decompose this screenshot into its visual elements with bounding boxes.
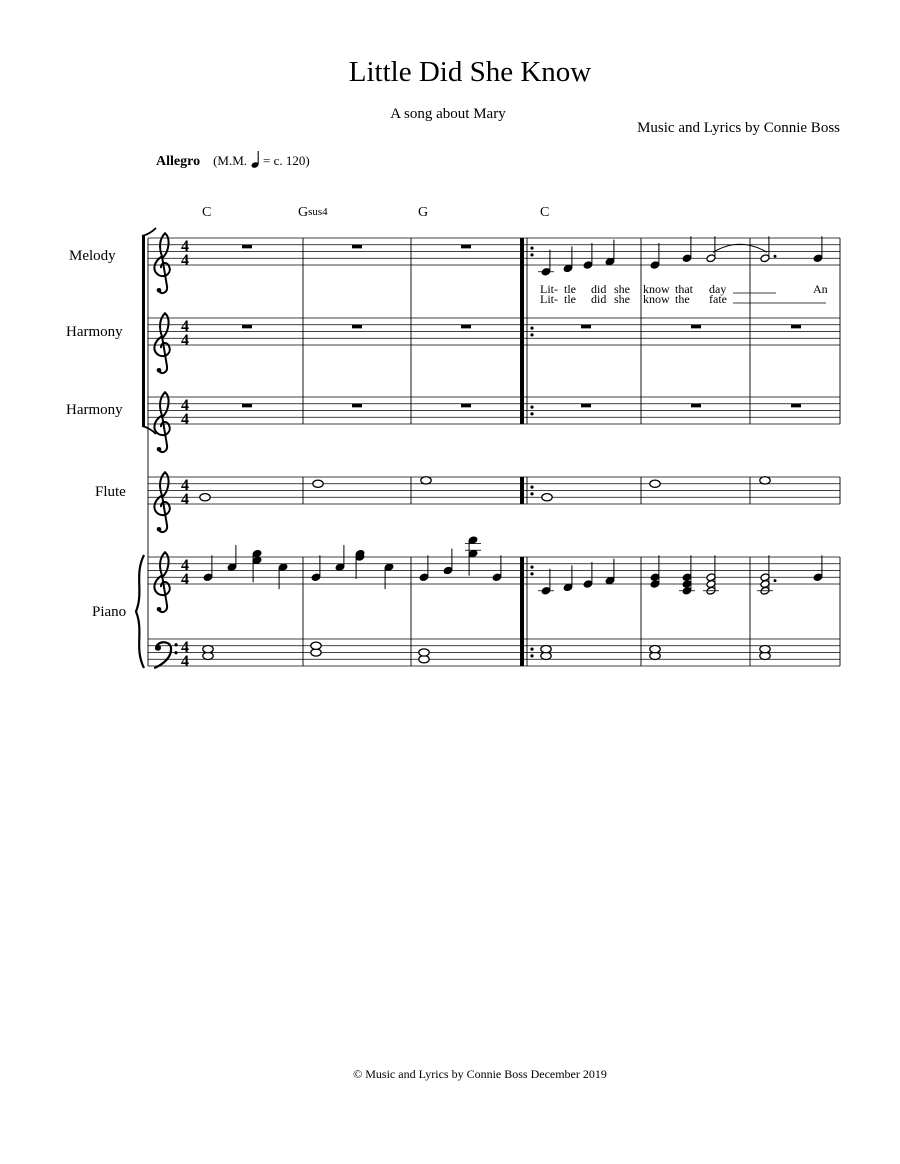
augmentation-dot	[774, 255, 777, 258]
flute-note	[542, 494, 552, 501]
time-signature-numerator: 4	[181, 477, 189, 494]
repeat-dot	[530, 492, 533, 495]
part-label-flute: Flute	[95, 484, 126, 500]
repeat-dot	[530, 333, 533, 336]
lyric-syllable: she	[614, 282, 630, 296]
composer-credit: Music and Lyrics by Connie Boss	[637, 120, 840, 136]
lyric-syllable: know	[643, 282, 670, 296]
copyright-notice: © Music and Lyrics by Connie Boss December 2019	[353, 1067, 607, 1081]
treble-clef-icon	[154, 472, 169, 532]
score-title: Little Did She Know	[348, 56, 592, 88]
score-subtitle: A song about Mary	[390, 106, 506, 122]
repeat-dot	[530, 648, 533, 651]
piano-lh-note	[541, 646, 551, 653]
part-label-melody: Melody	[69, 248, 116, 264]
flute-note	[313, 480, 323, 487]
repeat-dot	[530, 406, 533, 409]
treble-clef-icon	[154, 233, 169, 293]
repeat-dot	[530, 486, 533, 489]
piano-lh-note	[419, 649, 429, 656]
piano-brace	[136, 555, 144, 668]
whole-rest	[242, 325, 252, 329]
chord-root: G	[298, 205, 309, 220]
time-signature-numerator: 4	[181, 238, 189, 255]
time-signature-denominator: 4	[181, 332, 189, 349]
lyric-syllable: know	[643, 292, 670, 306]
metronome-value: = c. 120)	[263, 153, 310, 168]
piano-lh-note	[650, 646, 660, 653]
time-signature-numerator: 4	[181, 639, 189, 656]
lyric-syllable: the	[675, 292, 690, 306]
lyric-syllable: Lit-	[540, 292, 558, 306]
repeat-dot	[530, 566, 533, 569]
bracket-hook	[142, 228, 156, 236]
staff-melody	[148, 233, 840, 293]
time-signature-denominator: 4	[181, 653, 189, 670]
flute-note	[200, 494, 210, 501]
treble-clef-icon	[154, 313, 169, 373]
whole-rest	[461, 325, 471, 329]
time-signature-numerator: 4	[181, 397, 189, 414]
lyric-syllable: tle	[564, 282, 576, 296]
part-label-harmony-2: Harmony	[66, 402, 123, 418]
chord-suffix: sus4	[308, 206, 328, 218]
repeat-dot	[530, 247, 533, 250]
lyric-syllable: tle	[564, 292, 576, 306]
score-engraving	[136, 228, 840, 670]
chord-symbol	[298, 205, 328, 220]
whole-rest	[461, 245, 471, 249]
lyrics-verse-2	[540, 292, 826, 306]
tempo-word: Allegro	[156, 154, 201, 169]
staff-flute	[148, 472, 840, 532]
piano-lh-note	[311, 642, 321, 649]
lyric-syllable: did	[591, 282, 607, 296]
repeat-dot	[530, 572, 533, 575]
whole-rest	[242, 404, 252, 408]
chord-symbol: C	[202, 205, 212, 220]
piano-lh-note	[203, 646, 213, 653]
repeat-thick-bar	[520, 477, 524, 504]
lyric-syllable: did	[591, 292, 607, 306]
flute-note	[421, 477, 431, 484]
flute-note	[650, 480, 660, 487]
time-signature-denominator: 4	[181, 491, 189, 508]
whole-rest	[461, 404, 471, 408]
whole-rest	[791, 325, 801, 329]
whole-rest	[581, 404, 591, 408]
lyric-syllable: Lit-	[540, 282, 558, 296]
whole-rest	[691, 325, 701, 329]
staff-piano-rh	[148, 552, 840, 612]
time-signature-denominator: 4	[181, 252, 189, 269]
piano-lh-note	[760, 646, 770, 653]
staff-harmony-1	[148, 313, 840, 373]
whole-rest	[242, 245, 252, 249]
chord-symbol: G	[418, 205, 429, 220]
staff-piano-lh	[148, 639, 840, 670]
time-signature-denominator: 4	[181, 411, 189, 428]
whole-rest	[352, 325, 362, 329]
whole-rest	[791, 404, 801, 408]
choir-bracket	[142, 236, 145, 426]
repeat-dot	[530, 654, 533, 657]
whole-rest	[581, 325, 591, 329]
part-label-harmony-1: Harmony	[66, 324, 123, 340]
part-label-piano: Piano	[92, 604, 127, 620]
chord-symbol: C	[540, 205, 550, 220]
repeat-dot	[530, 412, 533, 415]
whole-rest	[691, 404, 701, 408]
time-signature-denominator: 4	[181, 571, 189, 588]
metronome-prefix: (M.M.	[213, 153, 248, 168]
lyric-syllable: she	[614, 292, 630, 306]
treble-clef-icon	[154, 552, 169, 612]
repeat-thick-bar	[520, 557, 524, 666]
treble-clef-icon	[154, 392, 169, 452]
lyric-syllable: fate	[709, 292, 727, 306]
tie	[713, 244, 767, 252]
repeat-dot	[530, 253, 533, 256]
lyric-syllable: day	[709, 282, 727, 296]
flute-note	[760, 477, 770, 484]
lyric-syllable: that	[675, 282, 693, 296]
whole-rest	[352, 245, 362, 249]
staff-harmony-2	[148, 392, 840, 452]
augmentation-dot	[774, 579, 777, 582]
time-signature-numerator: 4	[181, 557, 189, 574]
repeat-thick-bar	[520, 238, 524, 424]
time-signature-numerator: 4	[181, 318, 189, 335]
whole-rest	[352, 404, 362, 408]
lyric-syllable: An	[813, 282, 828, 296]
repeat-dot	[530, 327, 533, 330]
